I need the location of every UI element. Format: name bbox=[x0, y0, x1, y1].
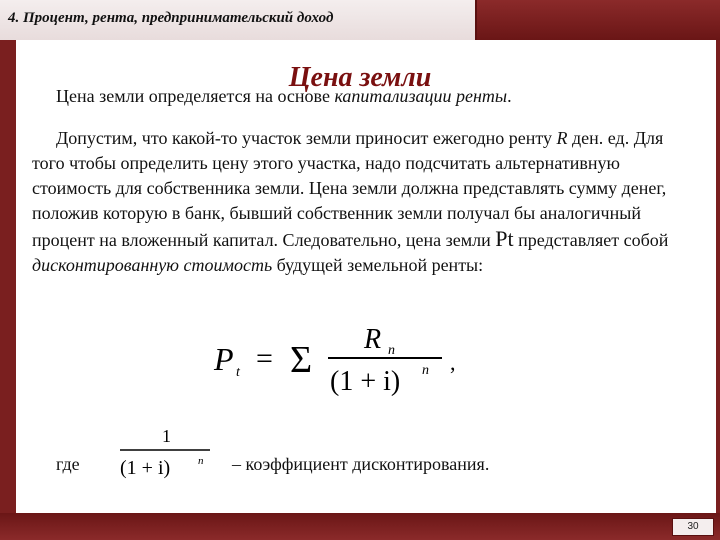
para2-text-b: ден. ед. Для того чтобы определить цену этого участка, надо подсчитать альтернативную стоимость для собственника земли. Цена земли должна представлять сумму денег, положив которую в банк, бывший собственник земли получал бы аналогичный процент на вложенный капитал. Следовательно, цена земли bbox=[32, 128, 667, 250]
section-header bbox=[0, 0, 477, 40]
paragraph-1 bbox=[32, 84, 692, 109]
para2-italic: дисконтированную стоимость bbox=[32, 255, 273, 275]
formula-denominator: (1 + i) bbox=[330, 366, 401, 397]
para2-rent-symbol: R bbox=[556, 128, 568, 148]
formula-den-exp: n bbox=[422, 363, 429, 378]
formula-lhs: P bbox=[214, 341, 234, 377]
para2-price-symbol: Pt bbox=[495, 226, 514, 251]
para2-text-c: представляет собой bbox=[513, 230, 669, 250]
small-den-exp: n bbox=[198, 455, 204, 467]
small-denominator: (1 + i) bbox=[120, 457, 171, 479]
formula-lhs-sub: t bbox=[236, 365, 240, 380]
formula-comma: , bbox=[450, 350, 456, 375]
para2-text-d: будущей земельной ренты: bbox=[272, 255, 484, 275]
formula-sigma: Σ bbox=[290, 339, 313, 381]
slide-title: Цена земли bbox=[288, 62, 432, 93]
page-number: 30 bbox=[672, 518, 714, 536]
para1-end: . bbox=[507, 86, 512, 106]
where-label: где bbox=[56, 454, 80, 474]
land-price-formula bbox=[210, 326, 470, 406]
small-numerator: 1 bbox=[162, 426, 171, 446]
formula-equals: = bbox=[256, 342, 273, 375]
para1-italic: капитализации ренты bbox=[334, 86, 508, 106]
discount-factor-formula bbox=[118, 422, 216, 482]
coefficient-description: – коэффициент дисконтирования. bbox=[232, 454, 490, 474]
bottom-frame-bar bbox=[0, 513, 720, 540]
section-title: 4. Процент, рента, предпринимательский доход bbox=[8, 10, 334, 26]
para1-text: Цена земли определяется на основе bbox=[56, 86, 335, 106]
formula-numerator: R bbox=[364, 326, 382, 355]
formula-num-sub: n bbox=[388, 343, 395, 358]
para2-text-a: Допустим, что какой-то участок земли приносит ежегодно ренту bbox=[56, 128, 557, 148]
paragraph-2 bbox=[32, 126, 692, 278]
